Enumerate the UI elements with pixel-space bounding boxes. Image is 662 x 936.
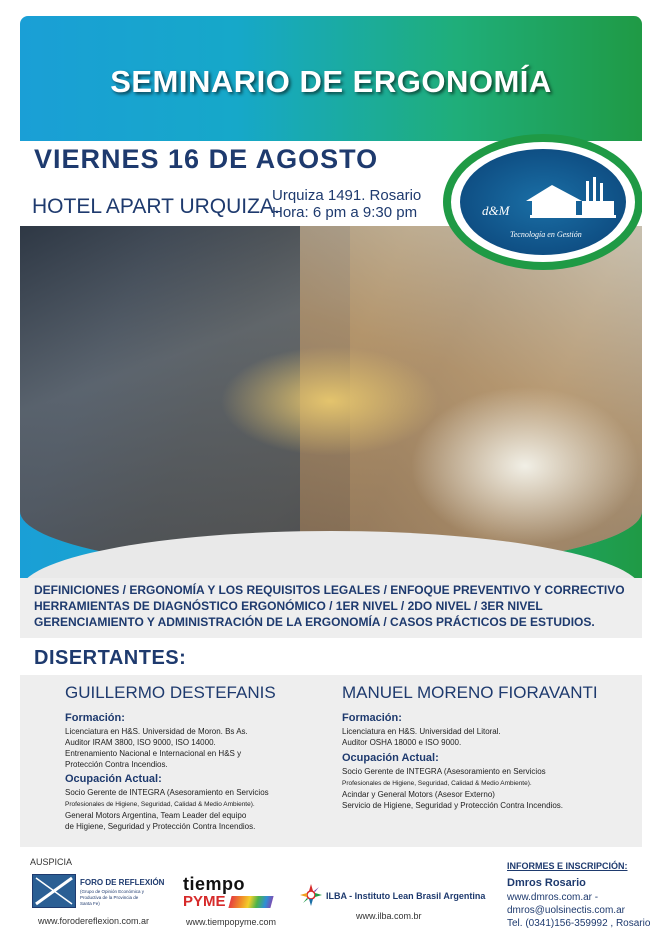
event-hours: Hora: 6 pm a 9:30 pm xyxy=(272,204,418,221)
ilba-name: ILBA - Instituto Lean Brasil Argentina xyxy=(326,891,486,901)
topic-line: HERRAMIENTAS DE DIAGNÓSTICO ERGONÓMICO / 1ER NIVEL / 2DO NIVEL / 3ER NIVEL xyxy=(34,599,543,613)
foro-description: (Grupo de Opinión Económica y Productiva de la Provincia de Santa Fe) xyxy=(80,889,145,906)
hero-banner xyxy=(20,16,642,596)
dm-logo-tagline: Tecnología en Gestión xyxy=(510,230,582,239)
informes-phone: Tel. (0341)156-359992 , Rosario xyxy=(507,918,651,929)
warehouse-worker-highlight xyxy=(410,386,640,546)
speaker-name: MANUEL MORENO FIORAVANTI xyxy=(342,683,598,702)
auspicia-label: AUSPICIA xyxy=(30,857,73,867)
ocupacion-item: Socio Gerente de INTEGRA (Asesoramiento en Servicios xyxy=(342,767,546,776)
dm-logo xyxy=(460,149,626,255)
speakers-title: DISERTANTES: xyxy=(34,647,187,669)
foro-arrow-icon xyxy=(32,874,76,908)
dm-logo-brand: d&M xyxy=(482,203,510,218)
tiempo-url[interactable]: www.tiempopyme.com xyxy=(186,917,277,927)
ocupacion-item: General Motors Argentina, Team Leader del equipo xyxy=(65,811,247,820)
formacion-label: Formación: xyxy=(65,712,125,724)
formacion-item: Entrenamiento Nacional e Internacional en H&S y xyxy=(65,749,242,758)
pyme-logo-text: PYME xyxy=(183,893,226,910)
speaker-name: GUILLERMO DESTEFANIS xyxy=(65,683,276,702)
ocupacion-label: Ocupación Actual: xyxy=(342,752,439,764)
informes-web[interactable]: www.dmros.com.ar - xyxy=(507,892,599,903)
event-date: VIERNES 16 DE AGOSTO xyxy=(34,144,379,174)
topic-line: GERENCIAMIENTO Y ADMINISTRACIÓN DE LA ERGONOMÍA / CASOS PRÁCTICOS DE ESTUDIOS. xyxy=(34,615,595,629)
workers-photo-collage xyxy=(20,226,642,571)
topics-panel xyxy=(20,578,642,638)
ocupacion-item: Servicio de Higiene, Seguridad y Protección Contra Incendios. xyxy=(342,801,564,810)
formacion-item: Licenciatura en H&S. Universidad del Litoral. xyxy=(342,727,501,736)
tiempo-color-bars xyxy=(228,896,273,908)
foro-logo xyxy=(32,874,76,908)
ocupacion-label: Ocupación Actual: xyxy=(65,773,162,785)
venue-details xyxy=(272,187,421,221)
ocupacion-item: Acindar y General Motors (Asesor Externo) xyxy=(342,790,495,799)
ilba-url[interactable]: www.ilba.com.br xyxy=(356,911,422,921)
formacion-item: Auditor IRAM 3800, ISO 9000, ISO 14000. xyxy=(65,738,216,747)
formacion-item: Licenciatura en H&S. Universidad de Moron. Bs As. xyxy=(65,727,248,736)
formacion-label: Formación: xyxy=(342,712,402,724)
foro-name: FORO DE REFLEXIÓN xyxy=(80,878,165,887)
venue-address: Urquiza 1491. Rosario xyxy=(272,187,422,204)
ocupacion-item: de Higiene, Seguridad y Protección Contra Incendios. xyxy=(65,822,256,831)
factory-icon xyxy=(460,149,626,255)
speakers-panel xyxy=(20,675,642,847)
foro-url[interactable]: www.forodereflexion.com.ar xyxy=(38,916,150,926)
tiempo-logo-text: tiempo xyxy=(183,874,246,894)
ocupacion-item: Profesionales de Higiene, Seguridad, Calidad & Medio Ambiente). xyxy=(342,780,532,787)
seminar-title: SEMINARIO DE ERGONOMÍA xyxy=(110,64,552,99)
ocupacion-item: Socio Gerente de INTEGRA (Asesoramiento en Servicios xyxy=(65,788,269,797)
formacion-item: Protección Contra Incendios. xyxy=(65,760,168,769)
formacion-item: Auditor OSHA 18000 e ISO 9000. xyxy=(342,738,462,747)
ilba-star-icon xyxy=(300,884,322,906)
assembly-worker-highlight xyxy=(220,346,440,456)
venue-name: HOTEL APART URQUIZA. xyxy=(32,195,280,218)
informes-name: Dmros Rosario xyxy=(507,877,586,889)
ocupacion-item: Profesionales de Higiene, Seguridad, Calidad & Medio Ambiente). xyxy=(65,801,255,808)
informes-heading: INFORMES E INSCRIPCIÓN: xyxy=(507,861,628,871)
topic-line: DEFINICIONES / ERGONOMÍA Y LOS REQUISITOS LEGALES / ENFOQUE PREVENTIVO Y CORRECTIVO xyxy=(34,583,625,597)
informes-email[interactable]: dmros@uolsinectis.com.ar xyxy=(507,905,625,916)
